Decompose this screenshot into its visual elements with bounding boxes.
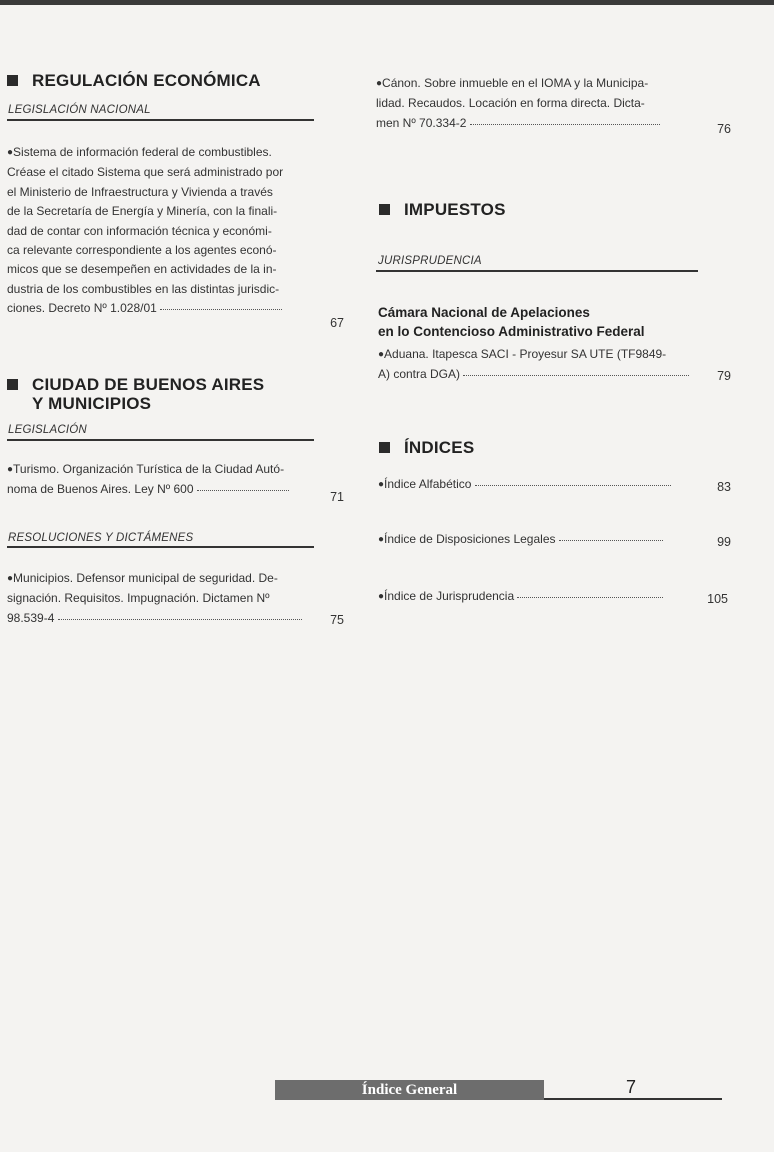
entry-line: Créase el citado Sistema que será administrado por bbox=[7, 165, 284, 180]
page-number: 67 bbox=[330, 316, 344, 330]
section-ciudad-buenos-aires bbox=[7, 375, 264, 413]
dot-leader bbox=[559, 539, 663, 541]
subheading-rule bbox=[7, 546, 314, 548]
section-title: IMPUESTOS bbox=[404, 200, 506, 219]
section-square-icon bbox=[7, 379, 18, 390]
entry-line: signación. Requisitos. Impugnación. Dictamen Nº bbox=[7, 591, 270, 606]
section-title: REGULACIÓN ECONÓMICA bbox=[32, 71, 261, 90]
entry-line: ●Sistema de información federal de combustibles. bbox=[7, 145, 272, 159]
entry-line: ●Índice de Disposiciones Legales bbox=[378, 530, 698, 550]
court-name: Cámara Nacional de Apelaciones en lo Contencioso Administrativo Federal bbox=[378, 305, 645, 339]
entry-line: ca relevante correspondiente a los agentes econó- bbox=[7, 243, 277, 258]
bullet-icon: ● bbox=[378, 479, 385, 490]
dot-leader bbox=[463, 374, 689, 376]
entry-line: noma de Buenos Aires. Ley Nº 600 bbox=[7, 480, 314, 499]
top-edge-bar bbox=[0, 0, 774, 5]
dot-leader bbox=[197, 489, 289, 491]
section-square-icon bbox=[379, 442, 390, 453]
entry-line: dad de contar con información técnica y económi- bbox=[7, 223, 272, 238]
dot-leader bbox=[58, 618, 302, 620]
footer-title: Índice General bbox=[361, 1082, 458, 1098]
subheading-resoluciones-dictamenes: RESOLUCIONES Y DICTÁMENES bbox=[8, 532, 194, 544]
entry-line: de la Secretaría de Energía y Minería, con la finali- bbox=[7, 204, 278, 219]
entry-line: micos que se desempeñen en actividades de la in- bbox=[7, 262, 277, 277]
entry-turismo[interactable] bbox=[7, 460, 314, 500]
index-alfabetico[interactable] bbox=[378, 475, 698, 495]
bullet-icon: ● bbox=[378, 591, 385, 602]
section-square-icon bbox=[7, 75, 18, 86]
dot-leader bbox=[160, 308, 282, 310]
entry-line: ciones. Decreto Nº 1.028/01 bbox=[7, 299, 314, 318]
footer-page-number: 7 bbox=[626, 1077, 637, 1097]
subheading-legislacion: LEGISLACIÓN bbox=[8, 424, 87, 436]
section-square-icon bbox=[379, 204, 390, 215]
section-title: ÍNDICES bbox=[404, 438, 475, 457]
entry-line: ●Turismo. Organización Turística de la Ciudad Autó- bbox=[7, 462, 285, 476]
subheading-rule bbox=[376, 270, 698, 272]
section-regulacion-economica bbox=[7, 71, 261, 90]
entry-line: ●Municipios. Defensor municipal de seguridad. De- bbox=[7, 571, 278, 585]
footer-rule bbox=[544, 1098, 722, 1100]
entry-line: A) contra DGA) bbox=[378, 365, 700, 384]
section-impuestos bbox=[379, 200, 506, 219]
index-jurisprudencia[interactable] bbox=[378, 587, 698, 607]
page-number: 75 bbox=[330, 613, 344, 627]
bullet-icon: ● bbox=[376, 78, 383, 89]
bullet-icon: ● bbox=[378, 349, 385, 360]
page-number: 83 bbox=[717, 480, 731, 494]
page-number: 76 bbox=[717, 122, 731, 136]
index-disposiciones-legales[interactable] bbox=[378, 530, 698, 550]
entry-line: ●Índice Alfabético bbox=[378, 475, 698, 495]
entry-aduana[interactable] bbox=[378, 345, 700, 385]
entry-municipios[interactable] bbox=[7, 569, 314, 628]
bullet-icon: ● bbox=[7, 573, 14, 584]
page-number: 79 bbox=[717, 369, 731, 383]
section-indices bbox=[379, 438, 474, 457]
bullet-icon: ● bbox=[378, 534, 385, 545]
subheading-rule bbox=[7, 119, 314, 121]
section-title: CIUDAD DE BUENOS AIRES Y MUNICIPIOS bbox=[32, 375, 265, 413]
entry-line: lidad. Recaudos. Locación en forma directa. Dicta- bbox=[376, 96, 645, 111]
entry-sistema-combustibles[interactable] bbox=[7, 143, 314, 319]
entry-line: ●Cánon. Sobre inmueble en el IOMA y la Municipa- bbox=[376, 76, 649, 90]
entry-line: 98.539-4 bbox=[7, 609, 314, 628]
subheading-rule bbox=[7, 439, 314, 441]
bullet-icon: ● bbox=[7, 147, 14, 158]
entry-line: men Nº 70.334-2 bbox=[376, 114, 698, 133]
dot-leader bbox=[470, 123, 660, 125]
subheading-jurisprudencia: JURISPRUDENCIA bbox=[378, 255, 482, 267]
dot-leader bbox=[475, 484, 671, 486]
entry-line: el Ministerio de Infraestructura y Vivienda a través bbox=[7, 184, 273, 199]
entry-line: ●Índice de Jurisprudencia bbox=[378, 587, 698, 607]
entry-line: dustria de los combustibles en las distintas jurisdic- bbox=[7, 281, 280, 296]
page-number: 105 bbox=[707, 592, 728, 606]
page-number: 71 bbox=[330, 490, 344, 504]
bullet-icon: ● bbox=[7, 464, 14, 475]
entry-canon[interactable] bbox=[376, 74, 698, 133]
dot-leader bbox=[517, 596, 663, 598]
subheading-legislacion-nacional: LEGISLACIÓN NACIONAL bbox=[8, 104, 151, 116]
entry-line: ●Aduana. Itapesca SACI - Proyesur SA UTE (TF9849- bbox=[378, 347, 667, 361]
page-number: 99 bbox=[717, 535, 731, 549]
